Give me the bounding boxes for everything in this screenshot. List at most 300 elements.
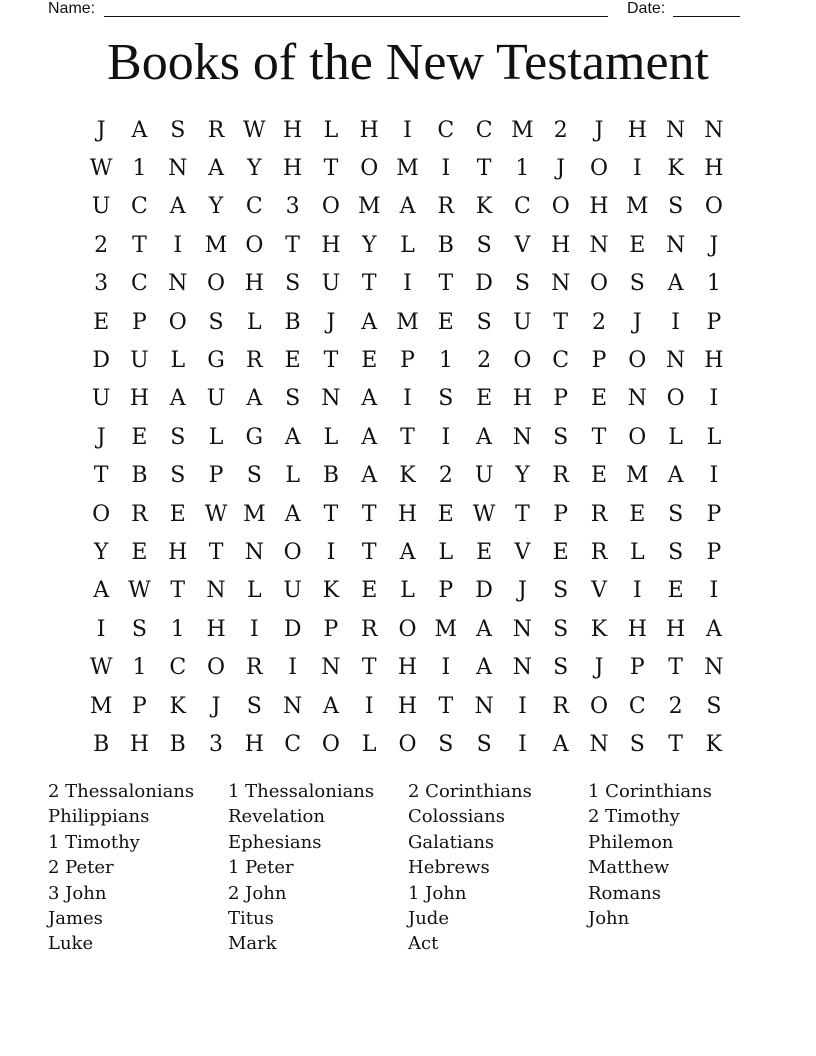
grid-letter[interactable]: I	[441, 156, 451, 182]
grid-letter[interactable]: H	[129, 386, 150, 412]
grid-letter[interactable]: L	[208, 424, 224, 450]
grid-letter[interactable]: 1	[132, 156, 147, 182]
grid-letter[interactable]: N	[283, 693, 303, 719]
grid-letter[interactable]: N	[206, 578, 226, 604]
grid-letter[interactable]: O	[628, 348, 647, 374]
grid-letter[interactable]: B	[437, 232, 454, 258]
grid-letter[interactable]: R	[552, 693, 569, 719]
grid-letter[interactable]: J	[594, 655, 604, 681]
grid-letter[interactable]: S	[208, 309, 224, 335]
grid-letter[interactable]: H	[129, 731, 150, 757]
grid-letter[interactable]: N	[704, 117, 724, 143]
grid-letter[interactable]: H	[666, 616, 686, 642]
grid-letter[interactable]: C	[437, 117, 455, 143]
grid-letter[interactable]: T	[361, 501, 377, 527]
grid-letter[interactable]: L	[323, 117, 339, 143]
grid-letter[interactable]: S	[170, 463, 186, 489]
grid-letter[interactable]: P	[706, 309, 722, 335]
grid-letter[interactable]: U	[321, 271, 341, 297]
grid-letter[interactable]: E	[629, 501, 646, 527]
grid-letter[interactable]: I	[441, 655, 451, 681]
grid-letter[interactable]: 1	[132, 655, 147, 681]
grid-letter[interactable]: S	[629, 731, 645, 757]
grid-letter[interactable]: S	[131, 616, 147, 642]
grid-letter[interactable]: T	[476, 156, 492, 182]
grid-letter[interactable]: H	[589, 194, 609, 220]
grid-letter[interactable]: R	[552, 463, 569, 489]
grid-letter[interactable]: W	[89, 655, 113, 681]
grid-letter[interactable]: J	[709, 232, 719, 258]
grid-letter[interactable]: I	[96, 616, 106, 642]
grid-letter[interactable]: 1	[515, 156, 530, 182]
grid-letter[interactable]: P	[438, 578, 454, 604]
grid-letter[interactable]: A	[705, 616, 722, 642]
grid-letter[interactable]: A	[552, 731, 569, 757]
grid-letter[interactable]: C	[513, 194, 531, 220]
grid-letter[interactable]: J	[96, 117, 106, 143]
grid-letter[interactable]: O	[283, 539, 302, 565]
grid-letter[interactable]: L	[285, 463, 300, 489]
grid-letter[interactable]: E	[93, 309, 110, 335]
grid-letter[interactable]: 1	[706, 271, 721, 297]
grid-letter[interactable]: T	[438, 271, 454, 297]
grid-letter[interactable]: W	[204, 501, 228, 527]
grid-letter[interactable]: E	[361, 348, 378, 374]
grid-letter[interactable]: I	[671, 309, 680, 335]
grid-letter[interactable]: 3	[94, 271, 109, 297]
grid-letter[interactable]: B	[322, 463, 340, 489]
grid-letter[interactable]: L	[400, 232, 415, 258]
grid-letter[interactable]: M	[626, 463, 649, 489]
grid-letter[interactable]: T	[323, 156, 339, 182]
grid-letter[interactable]: N	[168, 271, 188, 297]
grid-letter[interactable]: A	[476, 655, 493, 681]
grid-letter[interactable]: W	[89, 156, 113, 182]
grid-letter[interactable]: T	[285, 232, 300, 258]
grid-letter[interactable]: T	[668, 731, 683, 757]
grid-letter[interactable]: R	[360, 616, 378, 642]
grid-letter[interactable]: 2	[668, 693, 683, 719]
grid-letter[interactable]: H	[512, 386, 532, 412]
grid-letter[interactable]: L	[170, 348, 186, 374]
grid-letter[interactable]: N	[704, 655, 724, 681]
grid-letter[interactable]: T	[132, 232, 147, 258]
grid-letter[interactable]: H	[704, 348, 724, 374]
grid-letter[interactable]: U	[130, 348, 149, 374]
grid-letter[interactable]: G	[207, 348, 225, 374]
grid-letter[interactable]: T	[323, 501, 339, 527]
grid-letter[interactable]: A	[208, 156, 224, 182]
grid-letter[interactable]: S	[285, 271, 301, 297]
grid-letter[interactable]: 2	[477, 348, 492, 374]
grid-letter[interactable]: H	[627, 117, 647, 143]
grid-letter[interactable]: U	[474, 463, 494, 489]
grid-letter[interactable]: N	[665, 232, 686, 258]
grid-letter[interactable]: A	[169, 194, 186, 220]
grid-letter[interactable]: L	[361, 731, 377, 757]
grid-letter[interactable]: A	[476, 616, 493, 642]
grid-letter[interactable]: N	[589, 232, 609, 258]
grid-letter[interactable]: S	[170, 424, 186, 450]
grid-letter[interactable]: A	[667, 463, 684, 489]
grid-letter[interactable]: J	[556, 156, 566, 182]
grid-letter[interactable]: I	[173, 232, 183, 258]
grid-letter[interactable]: O	[207, 271, 226, 297]
grid-letter[interactable]: M	[357, 194, 381, 220]
grid-letter[interactable]: 2	[438, 463, 453, 489]
grid-letter[interactable]: D	[475, 271, 493, 297]
grid-letter[interactable]: C	[628, 693, 646, 719]
grid-letter[interactable]: L	[630, 539, 645, 565]
grid-letter[interactable]: R	[131, 501, 148, 527]
grid-letter[interactable]: D	[475, 578, 493, 604]
grid-letter[interactable]: 3	[209, 731, 224, 757]
grid-letter[interactable]: A	[131, 117, 148, 143]
grid-letter[interactable]: V	[591, 578, 607, 604]
grid-letter[interactable]: I	[364, 693, 374, 719]
grid-letter[interactable]: W	[243, 117, 266, 143]
grid-letter[interactable]: E	[667, 578, 684, 604]
grid-letter[interactable]: 2	[94, 232, 109, 258]
grid-letter[interactable]: V	[514, 539, 531, 565]
grid-letter[interactable]: T	[208, 539, 224, 565]
grid-letter[interactable]: W	[472, 501, 496, 527]
grid-letter[interactable]: T	[323, 348, 339, 374]
grid-letter[interactable]: I	[249, 616, 259, 642]
grid-letter[interactable]: N	[321, 386, 341, 412]
grid-letter[interactable]: N	[589, 731, 609, 757]
grid-letter[interactable]: M	[396, 309, 419, 335]
grid-letter[interactable]: O	[704, 194, 723, 220]
grid-letter[interactable]: P	[629, 655, 645, 681]
grid-letter[interactable]: M	[204, 232, 228, 258]
grid-letter[interactable]: O	[398, 731, 417, 757]
grid-letter[interactable]: B	[284, 309, 301, 335]
grid-letter[interactable]: 3	[285, 194, 300, 220]
grid-letter[interactable]: Y	[515, 463, 530, 489]
grid-letter[interactable]: E	[169, 501, 186, 527]
grid-letter[interactable]: K	[667, 156, 684, 182]
word-list-item: Philippians	[48, 806, 150, 828]
grid-letter[interactable]: S	[285, 386, 301, 412]
grid-letter[interactable]: C	[284, 731, 302, 757]
grid-letter[interactable]: J	[632, 309, 642, 335]
grid-letter[interactable]: 2	[592, 309, 606, 335]
grid-letter[interactable]: D	[92, 348, 110, 374]
grid-letter[interactable]: A	[361, 386, 378, 412]
grid-letter[interactable]: C	[245, 194, 263, 220]
grid-letter[interactable]: I	[403, 271, 412, 297]
grid-letter[interactable]: P	[208, 463, 224, 489]
grid-letter[interactable]: O	[321, 731, 340, 757]
grid-letter[interactable]: P	[553, 501, 569, 527]
grid-letter[interactable]: T	[438, 693, 454, 719]
grid-letter[interactable]: S	[668, 501, 684, 527]
grid-letter[interactable]: E	[437, 309, 454, 335]
grid-letter[interactable]: T	[515, 501, 530, 527]
grid-letter[interactable]: T	[400, 424, 415, 450]
grid-letter[interactable]: L	[668, 424, 683, 450]
grid-letter[interactable]: E	[590, 463, 608, 489]
grid-letter[interactable]: T	[361, 271, 377, 297]
grid-letter[interactable]: T	[553, 309, 569, 335]
grid-letter[interactable]: N	[512, 655, 533, 681]
grid-letter[interactable]: A	[667, 271, 684, 297]
grid-letter[interactable]: J	[326, 309, 336, 335]
grid-letter[interactable]: T	[93, 463, 109, 489]
grid-letter[interactable]: M	[626, 194, 649, 220]
grid-letter[interactable]: J	[96, 424, 106, 450]
grid-letter[interactable]: I	[441, 424, 451, 450]
grid-letter[interactable]: E	[361, 578, 378, 604]
grid-letter[interactable]: E	[284, 348, 301, 374]
grid-letter[interactable]: E	[131, 424, 148, 450]
grid-letter[interactable]: I	[632, 578, 642, 604]
grid-letter[interactable]: O	[92, 501, 111, 527]
grid-letter[interactable]: E	[552, 539, 569, 565]
grid-letter[interactable]: O	[321, 194, 340, 220]
grid-letter[interactable]: N	[665, 117, 686, 143]
grid-letter[interactable]: O	[207, 655, 226, 681]
grid-letter[interactable]: I	[709, 578, 719, 604]
grid-letter[interactable]: A	[361, 424, 378, 450]
grid-letter[interactable]: N	[168, 156, 188, 182]
grid-letter[interactable]: I	[632, 156, 642, 182]
grid-letter[interactable]: M	[434, 616, 458, 642]
grid-letter[interactable]: S	[476, 731, 492, 757]
grid-letter[interactable]: H	[627, 616, 647, 642]
grid-letter[interactable]: O	[666, 386, 685, 412]
grid-letter[interactable]: A	[399, 194, 416, 220]
grid-letter[interactable]: S	[706, 693, 722, 719]
grid-letter[interactable]: O	[245, 232, 264, 258]
grid-letter[interactable]: E	[437, 501, 454, 527]
grid-letter[interactable]: A	[361, 463, 378, 489]
grid-letter[interactable]: I	[518, 693, 527, 719]
grid-letter[interactable]: O	[628, 424, 647, 450]
grid-letter[interactable]: S	[553, 655, 569, 681]
grid-letter[interactable]: T	[170, 578, 186, 604]
grid-letter[interactable]: H	[397, 693, 418, 719]
grid-letter[interactable]: B	[169, 731, 186, 757]
grid-letter[interactable]: U	[283, 578, 302, 604]
grid-letter[interactable]: L	[247, 309, 262, 335]
grid-letter[interactable]: A	[476, 424, 493, 450]
grid-letter[interactable]: S	[629, 271, 645, 297]
grid-letter[interactable]: O	[168, 309, 187, 335]
grid-letter[interactable]: M	[511, 117, 534, 143]
grid-letter[interactable]: 1	[170, 616, 185, 642]
grid-letter[interactable]: I	[288, 655, 297, 681]
grid-letter[interactable]: N	[512, 424, 533, 450]
grid-letter[interactable]: C	[169, 655, 187, 681]
grid-letter[interactable]: K	[705, 731, 723, 757]
grid-letter[interactable]: L	[323, 424, 339, 450]
grid-letter[interactable]: 1	[438, 348, 453, 374]
grid-letter[interactable]: S	[553, 424, 569, 450]
grid-letter[interactable]: H	[397, 655, 418, 681]
grid-letter[interactable]: N	[627, 386, 647, 412]
grid-letter[interactable]: C	[131, 194, 148, 220]
grid-letter[interactable]: P	[706, 501, 722, 527]
grid-letter[interactable]: H	[397, 501, 418, 527]
grid-letter[interactable]: S	[170, 117, 186, 143]
grid-letter[interactable]: P	[591, 348, 607, 374]
grid-letter[interactable]: I	[403, 117, 412, 143]
grid-letter[interactable]: K	[399, 463, 416, 489]
grid-letter[interactable]: C	[475, 117, 493, 143]
grid-letter[interactable]: E	[629, 232, 646, 258]
grid-letter[interactable]: W	[128, 578, 151, 604]
grid-letter[interactable]: S	[476, 309, 492, 335]
grid-letter[interactable]: S	[668, 194, 684, 220]
grid-letter[interactable]: H	[321, 232, 341, 258]
grid-letter[interactable]: P	[400, 348, 415, 374]
grid-letter[interactable]: O	[589, 156, 609, 182]
word-list-item: Luke	[48, 933, 94, 955]
date-field-line[interactable]	[673, 16, 740, 17]
grid-letter[interactable]: K	[475, 194, 493, 220]
grid-letter[interactable]: A	[399, 539, 416, 565]
grid-letter[interactable]: S	[438, 386, 454, 412]
word-list-item: 1 Thessalonians	[228, 781, 375, 802]
grid-letter[interactable]: T	[361, 539, 377, 565]
word-list-column	[408, 779, 588, 957]
grid-letter[interactable]: J	[594, 117, 604, 143]
grid-letter[interactable]: U	[91, 386, 111, 412]
grid-letter[interactable]: K	[169, 693, 186, 719]
word-list-item: Galatians	[408, 831, 495, 853]
grid-letter[interactable]: U	[206, 386, 226, 412]
grid-letter[interactable]: J	[518, 578, 527, 604]
grid-letter[interactable]: S	[553, 616, 569, 642]
grid-letter[interactable]: H	[283, 156, 303, 182]
grid-letter[interactable]: E	[590, 386, 608, 412]
grid-letter[interactable]: L	[400, 578, 415, 604]
grid-letter[interactable]: H	[283, 117, 303, 143]
grid-letter[interactable]: B	[93, 731, 110, 757]
grid-letter[interactable]: U	[91, 194, 111, 220]
grid-letter[interactable]: Y	[247, 156, 262, 182]
grid-letter[interactable]: I	[518, 731, 527, 757]
grid-letter[interactable]: I	[709, 386, 719, 412]
grid-letter[interactable]: M	[243, 501, 266, 527]
grid-letter[interactable]: N	[551, 271, 571, 297]
grid-letter[interactable]: H	[244, 271, 264, 297]
grid-letter[interactable]: S	[246, 463, 262, 489]
grid-letter[interactable]: J	[211, 693, 221, 719]
grid-letter[interactable]: A	[322, 693, 339, 719]
grid-letter[interactable]: O	[589, 271, 609, 297]
grid-letter[interactable]: R	[246, 348, 263, 374]
word-list-item: 1 John	[408, 882, 467, 904]
grid-letter[interactable]: A	[284, 501, 301, 527]
grid-letter[interactable]: 2	[553, 117, 568, 143]
grid-letter[interactable]: E	[476, 539, 493, 565]
grid-letter[interactable]: T	[361, 655, 377, 681]
grid-letter[interactable]: T	[668, 655, 683, 681]
grid-letter[interactable]: K	[322, 578, 340, 604]
grid-letter[interactable]: T	[591, 424, 607, 450]
grid-letter[interactable]: N	[321, 655, 341, 681]
grid-letter[interactable]: Y	[208, 194, 224, 220]
grid-letter[interactable]: A	[246, 386, 263, 412]
grid-letter[interactable]: C	[552, 348, 570, 374]
name-field-line[interactable]	[104, 16, 608, 17]
grid-letter[interactable]: H	[168, 539, 188, 565]
grid-letter[interactable]: K	[590, 616, 608, 642]
grid-letter[interactable]: L	[706, 424, 722, 450]
grid-letter[interactable]: A	[284, 424, 301, 450]
grid-letter[interactable]: P	[132, 309, 147, 335]
grid-letter[interactable]: O	[589, 693, 609, 719]
grid-letter[interactable]: H	[206, 616, 226, 642]
grid-letter[interactable]: A	[93, 578, 110, 604]
grid-letter[interactable]: A	[169, 386, 186, 412]
grid-letter[interactable]: R	[590, 501, 608, 527]
grid-letter[interactable]: V	[514, 232, 531, 258]
grid-letter[interactable]: Y	[93, 539, 109, 565]
grid-letter[interactable]: P	[323, 616, 339, 642]
grid-letter[interactable]: G	[245, 424, 264, 450]
grid-letter[interactable]: L	[247, 578, 262, 604]
grid-letter[interactable]: I	[709, 463, 719, 489]
grid-letter[interactable]: C	[131, 271, 148, 297]
word-list-item: Philemon	[588, 831, 674, 853]
grid-letter[interactable]: H	[704, 156, 724, 182]
grid-letter[interactable]: O	[398, 616, 417, 642]
grid-letter[interactable]: R	[246, 655, 263, 681]
grid-letter[interactable]: U	[513, 309, 532, 335]
grid-letter[interactable]: S	[438, 731, 454, 757]
grid-letter[interactable]: E	[131, 539, 148, 565]
grid-letter[interactable]: B	[131, 463, 148, 489]
grid-letter[interactable]: Y	[361, 232, 377, 258]
grid-letter[interactable]: P	[132, 693, 147, 719]
grid-letter[interactable]: S	[668, 539, 684, 565]
grid-letter[interactable]: N	[474, 693, 494, 719]
grid-letter[interactable]: I	[326, 539, 336, 565]
grid-letter[interactable]: I	[403, 386, 412, 412]
grid-letter[interactable]: O	[551, 194, 570, 220]
grid-letter[interactable]: M	[89, 693, 113, 719]
grid-letter[interactable]: H	[551, 232, 571, 258]
grid-letter[interactable]: S	[476, 232, 492, 258]
grid-letter[interactable]: P	[553, 386, 569, 412]
grid-letter[interactable]: N	[665, 348, 686, 374]
word-list-item: James	[48, 908, 103, 930]
word-list-item: 2 Peter	[48, 857, 114, 879]
grid-letter[interactable]: N	[512, 616, 533, 642]
grid-letter[interactable]: R	[590, 539, 608, 565]
grid-letter[interactable]: M	[396, 156, 419, 182]
grid-letter[interactable]: N	[244, 539, 264, 565]
grid-letter[interactable]: O	[360, 156, 379, 182]
grid-letter[interactable]: S	[553, 578, 569, 604]
grid-letter[interactable]: P	[706, 539, 722, 565]
grid-letter[interactable]: R	[437, 194, 455, 220]
grid-letter[interactable]: A	[361, 309, 378, 335]
grid-letter[interactable]: O	[513, 348, 532, 374]
grid-letter[interactable]: E	[476, 386, 493, 412]
grid-letter[interactable]: H	[359, 117, 379, 143]
grid-letter[interactable]: D	[283, 616, 302, 642]
grid-letter[interactable]: R	[207, 117, 225, 143]
grid-letter[interactable]: S	[246, 693, 262, 719]
grid-letter[interactable]: H	[244, 731, 264, 757]
grid-letter[interactable]: S	[514, 271, 530, 297]
grid-letter[interactable]: L	[438, 539, 454, 565]
